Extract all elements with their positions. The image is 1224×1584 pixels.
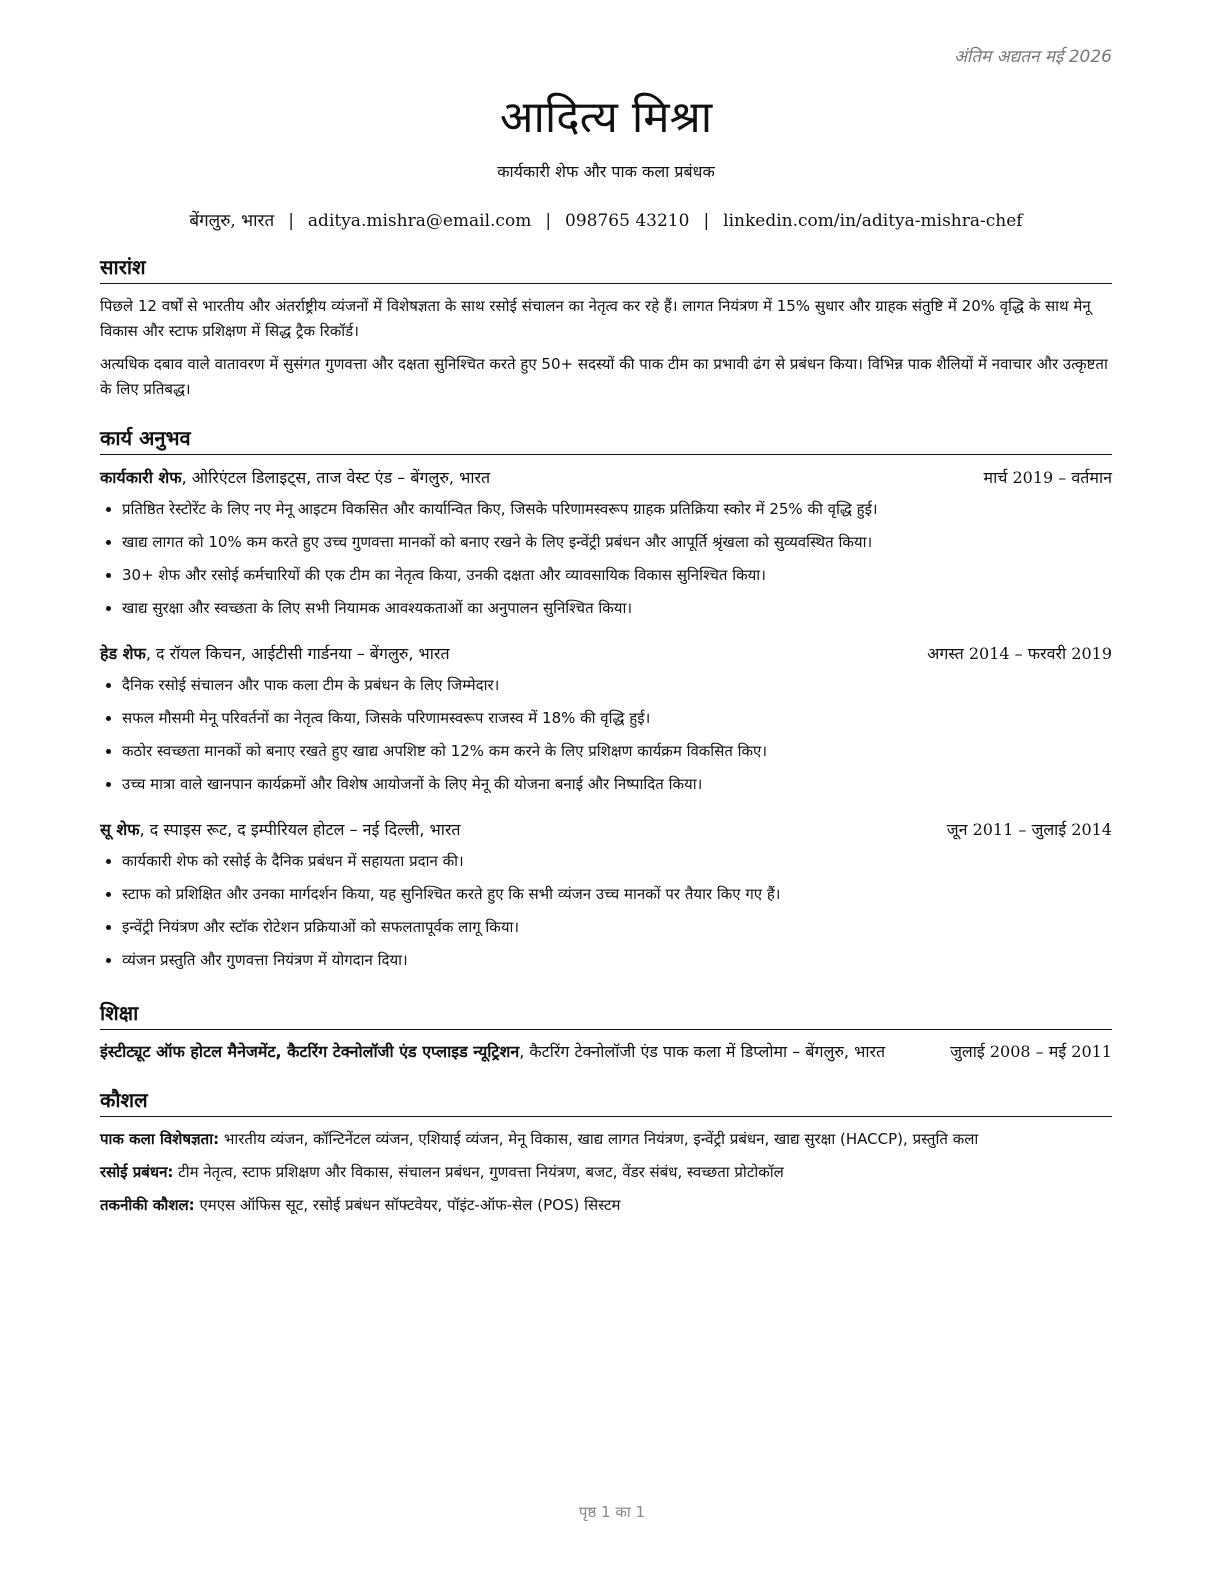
resume-page	[100, 40, 1112, 1226]
job-header	[100, 641, 1112, 667]
job-bullet: • उच्च मात्रा वाले खानपान कार्यक्रमों और विशेष आयोजनों के लिए मेनू की योजना बनाई और निष्पादित किया।	[122, 768, 1112, 801]
skill-label: पाक कला विशेषज्ञता:	[100, 1130, 220, 1148]
contact-email[interactable]: aditya.mishra@email.com	[307, 211, 532, 231]
job-place: , द स्पाइस रूट, द इम्पीरियल होटल – नई दिल्ली, भारत	[139, 820, 461, 839]
job-title-line	[100, 641, 927, 667]
job-entry	[100, 641, 1112, 801]
job-bullet: • सफल मौसमी मेनू परिवर्तनों का नेतृत्व किया, जिसके परिणामस्वरूप राजस्व में 18% की वृद्धि हुई।	[122, 702, 1112, 735]
contact-separator: |	[545, 211, 552, 231]
candidate-tagline: कार्यकारी शेफ और पाक कला प्रबंधक	[497, 162, 715, 181]
contact-location: बेंगलुरु, भारत	[189, 211, 275, 231]
education-text	[100, 1040, 890, 1064]
skill-label: रसोई प्रबंधन:	[100, 1163, 174, 1181]
job-place: , द रॉयल किचन, आईटीसी गार्डनया – बेंगलुरु, भारत	[145, 644, 450, 663]
job-dates: अगस्त 2014 – फरवरी 2019	[927, 644, 1112, 663]
job-bullet: • व्यंजन प्रस्तुति और गुणवत्ता नियंत्रण में योगदान दिया।	[122, 944, 1112, 977]
job-place: , ओरिएंटल डिलाइट्स, ताज वेस्ट एंड – बेंगलुरु, भारत	[181, 468, 491, 487]
job-bullets	[100, 845, 1112, 977]
job-bullet: • खाद्य सुरक्षा और स्वच्छता के लिए सभी नियामक आवश्यकताओं का अनुपालन सुनिश्चित किया।	[122, 592, 1112, 625]
job-bullet: • प्रतिष्ठित रेस्टोरेंट के लिए नए मेनू आइटम विकसित और कार्यान्वित किए, जिसके परिणामस्वरूप ग्राहक प्रतिक्रिया स्कोर में 25% की वृद्धि हुई।	[122, 493, 1112, 526]
page-footer: पृष्ठ 1 का 1	[578, 1503, 646, 1521]
job-bullet: • दैनिक रसोई संचालन और पाक कला टीम के प्रबंधन के लिए जिम्मेदार।	[122, 669, 1112, 702]
job-bullet: • स्टाफ को प्रशिक्षित और उनका मार्गदर्शन किया, यह सुनिश्चित करते हुए कि सभी व्यंजन उच्च मानकों पर तैयार किए गए हैं।	[122, 878, 1112, 911]
skill-text: भारतीय व्यंजन, कॉन्टिनेंटल व्यंजन, एशियाई व्यंजन, मेनू विकास, खाद्य लागत नियंत्रण, इन्वेंट्री प्रबंधन, खाद्य सुरक्षा (HACCP), प्रस्तुति कला	[219, 1130, 979, 1148]
job-bullet: • कठोर स्वच्छता मानकों को बनाए रखते हुए खाद्य अपशिष्ट को 12% कम करने के लिए प्रशिक्षण कार्यक्रम विकसित किए।	[122, 735, 1112, 768]
job-role: कार्यकारी शेफ	[100, 468, 182, 487]
summary-paragraph: अत्यधिक दबाव वाले वातावरण में सुसंगत गुणवत्ता और दक्षता सुनिश्चित करते हुए 50+ सदस्यों की पाक टीम का प्रभावी ढंग से प्रबंधन किया। विभिन्न पाक शैलियों में नवाचार और उत्कृष्टता के लिए प्रतिबद्ध।	[100, 355, 1108, 398]
skill-group	[100, 1193, 1112, 1218]
education-dates: जुलाई 2008 – मई 2011	[950, 1042, 1112, 1061]
last-updated-note: अंतिम अद्यतन मई 2026	[953, 47, 1112, 67]
summary-paragraph: पिछले 12 वर्षों से भारतीय और अंतर्राष्ट्रीय व्यंजनों में विशेषज्ञता के साथ रसोई संचालन का नेतृत्व कर रहे हैं। लागत नियंत्रण में 15% सुधार और ग्राहक संतुष्टि में 20% वृद्धि के साथ मेनू विकास और स्टाफ प्रशिक्षण में सिद्ध ट्रैक रिकॉर्ड।	[100, 297, 1091, 340]
skill-text: टीम नेतृत्व, स्टाफ प्रशिक्षण और विकास, संचालन प्रबंधन, गुणवत्ता नियंत्रण, बजट, वेंडर संबंध, स्वच्छता प्रोटोकॉल	[173, 1163, 784, 1181]
job-role: हेड शेफ	[100, 644, 146, 663]
skill-group	[100, 1160, 1112, 1185]
section-title-experience: कार्य अनुभव	[100, 424, 1112, 455]
skill-text: एमएस ऑफिस सूट, रसोई प्रबंधन सॉफ्टवेयर, पॉइंट-ऑफ-सेल (POS) सिस्टम	[194, 1196, 621, 1214]
contact-linkedin[interactable]: linkedin.com/in/aditya-mishra-chef	[723, 211, 1023, 231]
job-bullets	[100, 669, 1112, 801]
job-dates: मार्च 2019 – वर्तमान	[983, 468, 1112, 487]
section-title-skills: कौशल	[100, 1086, 1112, 1117]
contact-separator: |	[703, 211, 710, 231]
education-degree: , कैटरिंग टेक्नोलॉजी एंड पाक कला में डिप्लोमा – बेंगलुरु, भारत	[519, 1042, 886, 1061]
skill-label: तकनीकी कौशल:	[100, 1196, 195, 1214]
job-bullet: • इन्वेंट्री नियंत्रण और स्टॉक रोटेशन प्रक्रियाओं को सफलतापूर्वक लागू किया।	[122, 911, 1112, 944]
job-bullet: • खाद्य लागत को 10% कम करते हुए उच्च गुणवत्ता मानकों को बनाए रखने के लिए इन्वेंट्री प्रबंधन और आपूर्ति श्रृंखला को सुव्यवस्थित किया।	[122, 526, 1112, 559]
job-header	[100, 817, 1112, 843]
section-title-summary: सारांश	[100, 253, 1112, 284]
job-title-line	[100, 817, 947, 843]
job-bullets	[100, 493, 1112, 625]
contact-line	[100, 208, 1112, 231]
contact-phone: 098765 43210	[565, 211, 690, 231]
job-bullet: • कार्यकारी शेफ को रसोई के दैनिक प्रबंधन में सहायता प्रदान की।	[122, 845, 1112, 878]
job-bullet: • 30+ शेफ और रसोई कर्मचारियों की एक टीम का नेतृत्व किया, उनकी दक्षता और व्यावसायिक विकास सुनिश्चित किया।	[122, 559, 1112, 592]
candidate-name: आदित्य मिश्रा	[499, 92, 713, 143]
education-institution: इंस्टीट्यूट ऑफ होटल मैनेजमेंट, कैटरिंग टेक्नोलॉजी एंड एप्लाइड न्यूट्रिशन	[100, 1042, 520, 1061]
job-role: सू शेफ	[100, 820, 140, 839]
skill-group	[100, 1127, 1112, 1152]
job-header	[100, 465, 1112, 491]
education-entry	[100, 1040, 1112, 1064]
job-dates: जून 2011 – जुलाई 2014	[946, 820, 1112, 839]
contact-separator: |	[288, 211, 294, 231]
job-title-line	[100, 465, 984, 491]
job-entry	[100, 817, 1112, 977]
section-title-education: शिक्षा	[100, 999, 1112, 1030]
job-entry	[100, 465, 1112, 625]
